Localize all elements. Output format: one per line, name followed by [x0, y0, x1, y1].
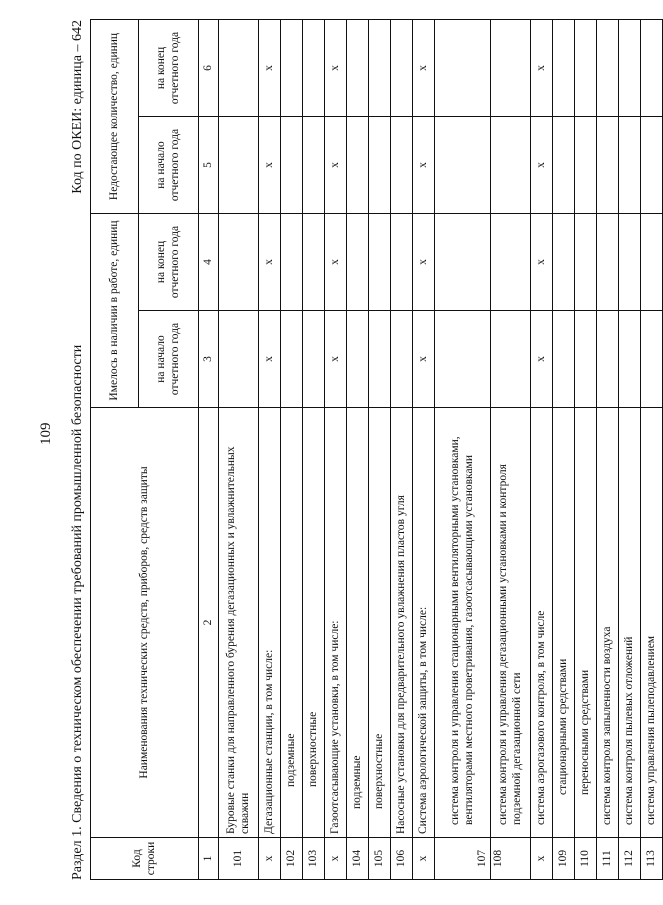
row-name: стационарными средствами	[553, 408, 575, 838]
cell-available-end	[619, 214, 641, 311]
row-name: Насосные установки для предварительного увлажнения пластов угля	[391, 408, 413, 838]
cell-shortage-end	[575, 20, 597, 117]
row-code: 107	[435, 838, 491, 880]
table-row	[575, 20, 597, 880]
table-row	[531, 20, 553, 880]
cell-shortage-end	[435, 20, 491, 117]
cell-shortage-end: х	[259, 20, 281, 117]
row-code: х	[259, 838, 281, 880]
row-name: система управления пылеподавлением	[641, 408, 663, 838]
cell-shortage-start	[303, 117, 325, 214]
cell-available-start	[575, 311, 597, 408]
row-code: 109	[553, 838, 575, 880]
cell-available-end	[575, 214, 597, 311]
row-name: Система аэрологической защиты, в том числе:	[413, 408, 435, 838]
row-name: Буровые станки для направленного бурения дегазационных и увлажнительных скважин	[219, 408, 259, 838]
row-code: х	[325, 838, 347, 880]
header-shortage: Недостающее количество, единиц	[91, 20, 139, 214]
row-name: Газоотсасывающие установки, в том числе:	[325, 408, 347, 838]
cell-available-start	[435, 311, 491, 408]
table-row	[325, 20, 347, 880]
col-index: 2	[199, 408, 219, 838]
row-name: подземные	[347, 408, 369, 838]
cell-available-end	[435, 214, 491, 311]
cell-shortage-start	[641, 117, 663, 214]
row-name: подземные	[281, 408, 303, 838]
cell-available-end	[641, 214, 663, 311]
cell-shortage-end	[491, 20, 531, 117]
cell-shortage-end: х	[325, 20, 347, 117]
cell-available-start	[597, 311, 619, 408]
cell-shortage-end	[641, 20, 663, 117]
cell-available-start: х	[325, 311, 347, 408]
cell-available-end: х	[531, 214, 553, 311]
cell-shortage-start	[553, 117, 575, 214]
table-row	[219, 20, 259, 880]
row-name: поверхностные	[369, 408, 391, 838]
table-row	[259, 20, 281, 880]
cell-shortage-end	[369, 20, 391, 117]
cell-shortage-start: х	[413, 117, 435, 214]
col-index: 3	[199, 311, 219, 408]
row-code: х	[531, 838, 553, 880]
col-index: 4	[199, 214, 219, 311]
row-code: 105	[369, 838, 391, 880]
cell-shortage-end	[553, 20, 575, 117]
row-code: 110	[575, 838, 597, 880]
cell-shortage-end	[281, 20, 303, 117]
table-row	[369, 20, 391, 880]
cell-available-end: х	[413, 214, 435, 311]
cell-available-end	[281, 214, 303, 311]
cell-shortage-start	[347, 117, 369, 214]
table-row	[281, 20, 303, 880]
header-available: Имелось в наличии в работе, единиц	[91, 214, 139, 408]
cell-available-start	[303, 311, 325, 408]
header-row-1	[91, 20, 139, 880]
table-row	[347, 20, 369, 880]
cell-available-start: х	[531, 311, 553, 408]
cell-available-start	[641, 311, 663, 408]
cell-shortage-start	[435, 117, 491, 214]
row-code: 102	[281, 838, 303, 880]
col-index: 1	[199, 838, 219, 880]
cell-available-start	[619, 311, 641, 408]
cell-shortage-start	[219, 117, 259, 214]
row-code: 112	[619, 838, 641, 880]
table-row	[553, 20, 575, 880]
cell-available-end	[553, 214, 575, 311]
table-row	[391, 20, 413, 880]
row-code: 108	[491, 838, 531, 880]
cell-shortage-end	[347, 20, 369, 117]
cell-available-end	[219, 214, 259, 311]
page-number: 109	[38, 422, 54, 445]
col-index: 5	[199, 117, 219, 214]
cell-shortage-start: х	[531, 117, 553, 214]
cell-available-start	[219, 311, 259, 408]
cell-shortage-start	[575, 117, 597, 214]
cell-available-end	[303, 214, 325, 311]
header-name: Наименования технических средств, приборов, средств защиты	[91, 408, 199, 838]
cell-shortage-start: х	[325, 117, 347, 214]
cell-available-start	[491, 311, 531, 408]
header-available-end: на конец отчетного года	[139, 214, 199, 311]
table-row	[303, 20, 325, 880]
row-name: система контроля и управления стационарными вентиляторными установками, вентиляторами местного проветривания, газоотсасывающими установками	[435, 408, 491, 838]
row-code: 103	[303, 838, 325, 880]
cell-shortage-start	[597, 117, 619, 214]
report-table	[90, 19, 663, 880]
cell-shortage-end: х	[531, 20, 553, 117]
cell-shortage-end	[619, 20, 641, 117]
row-code: 113	[641, 838, 663, 880]
cell-shortage-start	[619, 117, 641, 214]
row-name: система аэрогазового контроля, в том числе	[531, 408, 553, 838]
cell-available-end	[369, 214, 391, 311]
section-title: Раздел 1. Сведения о техническом обеспечении требований промышленной безопасности	[70, 344, 85, 880]
cell-available-start	[347, 311, 369, 408]
table-row	[491, 20, 531, 880]
row-code: х	[413, 838, 435, 880]
row-name: переносными средствами	[575, 408, 597, 838]
header-shortage-start: на начало отчетного года	[139, 117, 199, 214]
table-row	[641, 20, 663, 880]
cell-available-start	[553, 311, 575, 408]
cell-available-start	[391, 311, 413, 408]
cell-available-end	[391, 214, 413, 311]
row-code: 101	[219, 838, 259, 880]
cell-shortage-end	[219, 20, 259, 117]
okei-code: Код по ОКЕИ: единица – 642	[70, 20, 85, 194]
cell-available-end	[491, 214, 531, 311]
header-code: Код строки	[91, 838, 199, 880]
cell-shortage-start	[281, 117, 303, 214]
cell-shortage-end	[303, 20, 325, 117]
cell-available-end	[347, 214, 369, 311]
cell-available-start	[369, 311, 391, 408]
cell-shortage-end	[597, 20, 619, 117]
column-index-row	[199, 20, 219, 880]
cell-available-end: х	[325, 214, 347, 311]
header-available-start: на начало отчетного года	[139, 311, 199, 408]
cell-available-end	[597, 214, 619, 311]
landscape-content	[70, 20, 657, 880]
cell-shortage-start	[491, 117, 531, 214]
row-name: Дегазационные станции, в том числе:	[259, 408, 281, 838]
col-index: 6	[199, 20, 219, 117]
cell-available-start: х	[413, 311, 435, 408]
cell-available-start	[281, 311, 303, 408]
row-code: 111	[597, 838, 619, 880]
table-row	[619, 20, 641, 880]
row-name: система контроля и управления дегазационными установками и контроля подземной дегазационной сети	[491, 408, 531, 838]
row-name: система контроля запыленности воздуха	[597, 408, 619, 838]
table-row	[435, 20, 491, 880]
table-row	[413, 20, 435, 880]
cell-shortage-start	[391, 117, 413, 214]
row-name: поверхностные	[303, 408, 325, 838]
row-name: система контроля пылевых отложений	[619, 408, 641, 838]
cell-shortage-start	[369, 117, 391, 214]
cell-shortage-end: х	[413, 20, 435, 117]
cell-shortage-end	[391, 20, 413, 117]
table-row	[597, 20, 619, 880]
row-code: 106	[391, 838, 413, 880]
header-shortage-end: на конец отчетного года	[139, 20, 199, 117]
cell-available-end: х	[259, 214, 281, 311]
cell-shortage-start: х	[259, 117, 281, 214]
cell-available-start: х	[259, 311, 281, 408]
row-code: 104	[347, 838, 369, 880]
